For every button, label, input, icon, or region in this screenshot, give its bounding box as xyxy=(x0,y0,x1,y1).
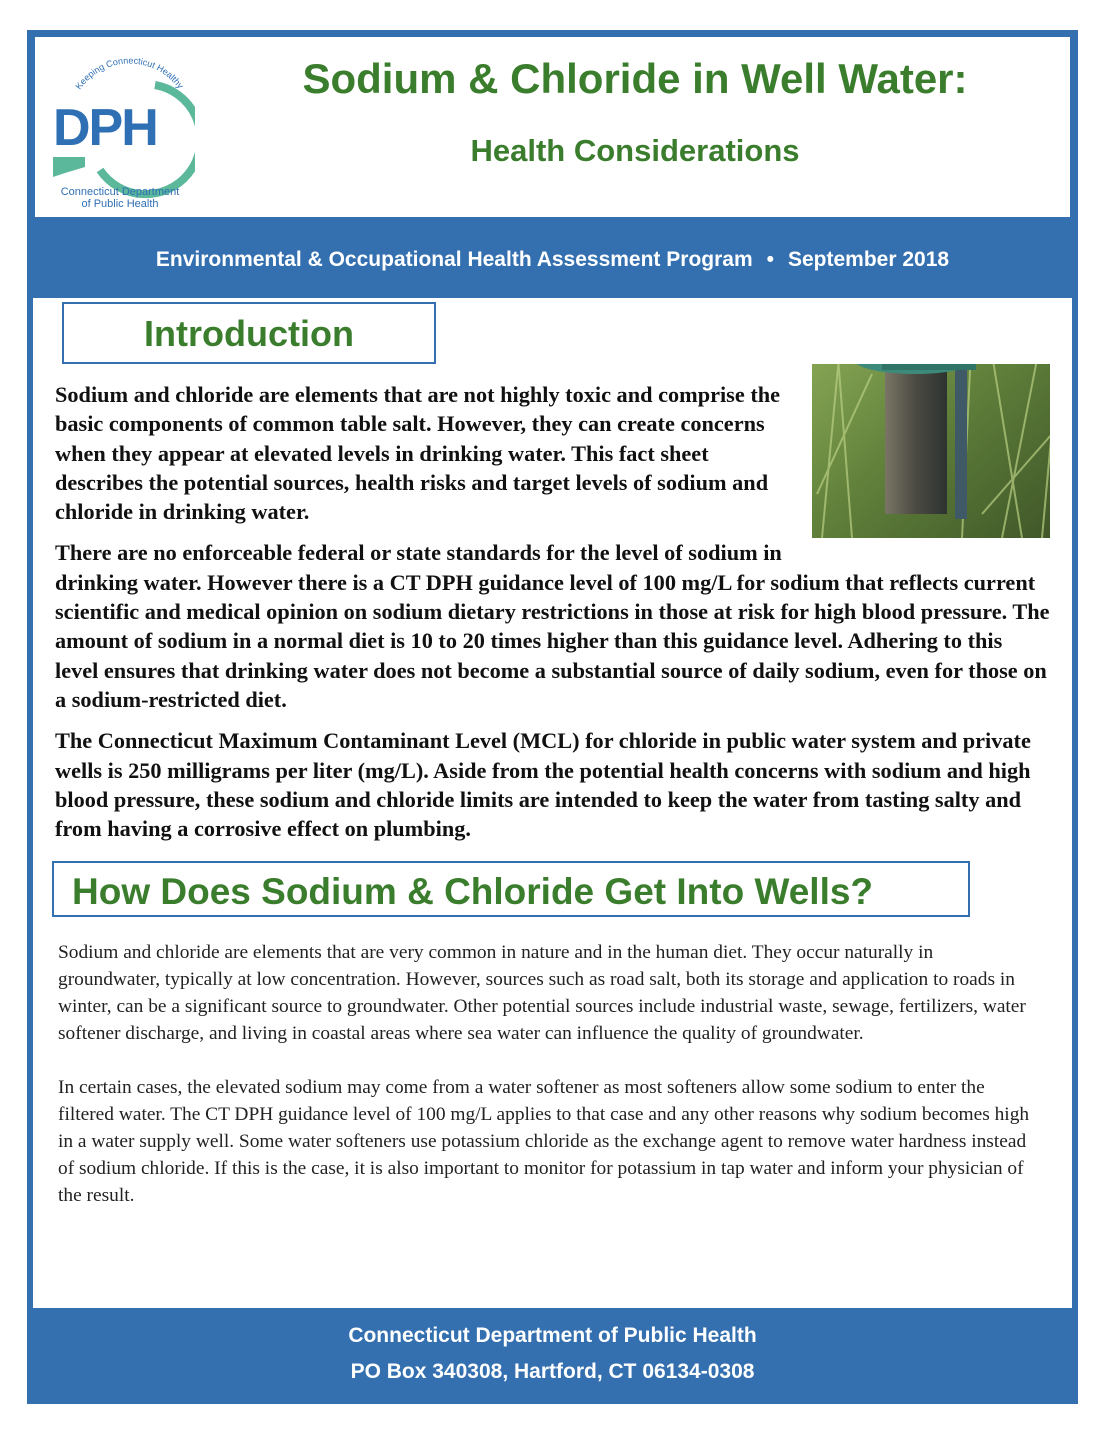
svg-text:of Public Health: of Public Health xyxy=(81,198,159,210)
footer xyxy=(27,1308,1078,1404)
header xyxy=(35,37,1070,217)
intro-paragraph-1: Sodium and chloride are elements that are not highly toxic and comprise the basic components of common table salt. However, they can create concerns when they appear at elevated levels in drinking water. This fact sheet describes the potential sources, health risks and target levels of sodium and chloride in drinking water. xyxy=(55,382,781,525)
svg-text:Connecticut Department: Connecticut Department xyxy=(60,186,180,198)
program-band xyxy=(27,217,1078,298)
sources-heading: How Does Sodium & Chloride Get Into Wells? xyxy=(52,861,970,917)
page-subtitle: Health Considerations xyxy=(470,133,800,168)
intro-paragraph-2: There are no enforceable federal or state standards for the level of sodium in drinking water. However there is a CT DPH guidance level of 100 mg/L for sodium that reflects current scientific and medical opinion on sodium dietary restrictions in those at risk for high blood pressure. The amount of sodium in a normal diet is 10 to 20 times higher than this guidance level. Adhering to this level ensures that drinking water does not become a substantial source of daily sodium, even for those on a sodium-restricted diet. xyxy=(55,540,1050,712)
sources-paragraph-1: Sodium and chloride are elements that are very common in nature and in the human diet. They occur naturally in groundwater, typically at low concentration. However, sources such as road salt, both its storage and application to roads in winter, can be a significant source to groundwater. Other potential sources include industrial waste, sewage, fertilizers, water softener discharge, and living in coastal areas where sea water can influence the quality of groundwater. xyxy=(58,942,1026,1045)
publication-date: September 2018 xyxy=(787,247,950,271)
page-title: Sodium & Chloride in Well Water: xyxy=(302,55,968,102)
intro-paragraph-3: The Connecticut Maximum Contaminant Level (MCL) for chloride in public water system and private wells is 250 milligrams per liter (mg/L). Aside from the potential health concerns with sodium and high blood pressure, these sodium and chloride limits are intended to keep the water from tasting salty and from having a corrosive effect on plumbing. xyxy=(55,728,1031,842)
program-name: Environmental & Occupational Health Assessment Program xyxy=(155,247,753,271)
footer-address: PO Box 340308, Hartford, CT 06134-0308 xyxy=(350,1360,755,1383)
footer-org-name: Connecticut Department of Public Health xyxy=(348,1324,757,1347)
well-cap-photo xyxy=(812,364,1050,538)
svg-text:Keeping Connecticut Healthy: Keeping Connecticut Healthy xyxy=(73,55,186,92)
content-area xyxy=(33,298,1072,1308)
page-frame xyxy=(27,30,1078,1404)
dph-logo xyxy=(45,45,195,215)
svg-text:DPH: DPH xyxy=(53,99,157,157)
separator-bullet: • xyxy=(766,247,774,271)
introduction-section xyxy=(55,364,1050,843)
introduction-heading: Introduction xyxy=(62,302,436,364)
sources-paragraph-2: In certain cases, the elevated sodium may come from a water softener as most softeners allow some sodium to enter the filtered water. The CT DPH guidance level of 100 mg/L applies to that case and any other reasons why sodium becomes high in a water supply well. Some water softeners use potassium chloride as the exchange agent to remove water hardness instead of sodium chloride. If this is the case, it is also important to monitor for potassium in tap water and inform your physician of the result. xyxy=(58,1077,1030,1207)
